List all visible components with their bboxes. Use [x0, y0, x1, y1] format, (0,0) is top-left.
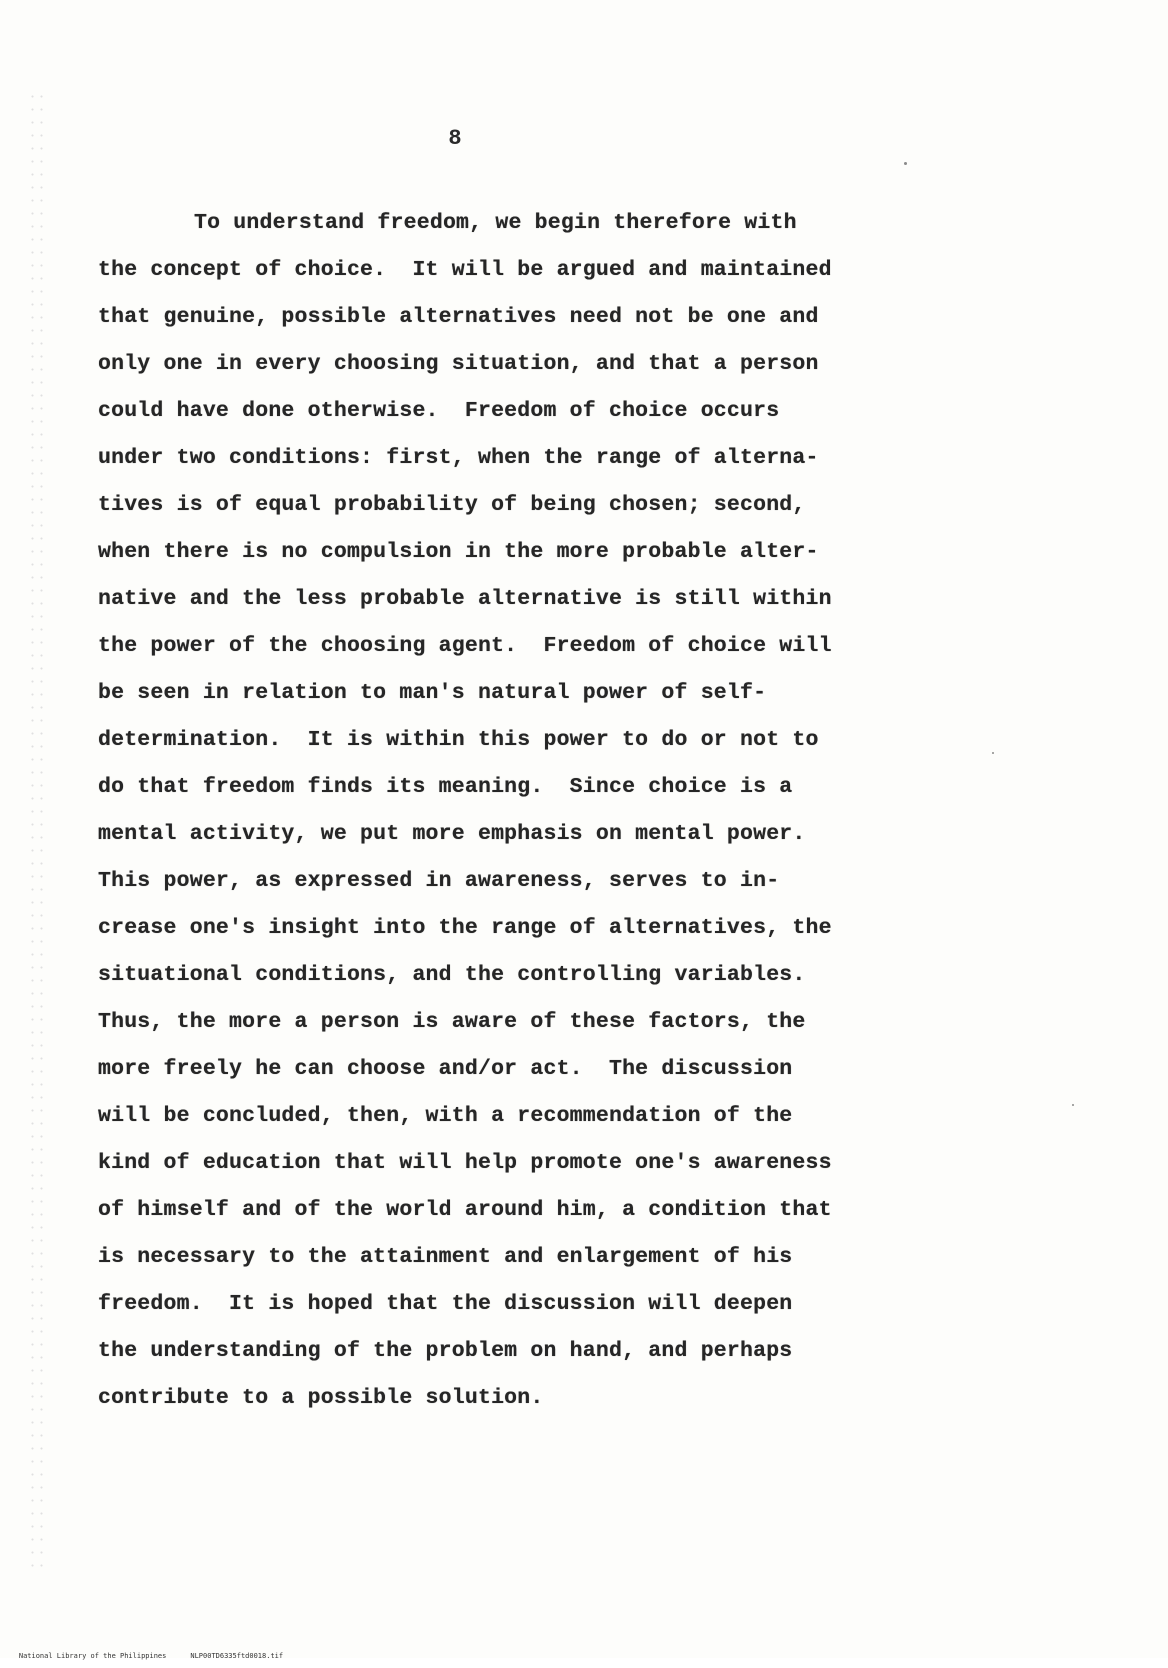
text-line: the concept of choice. It will be argued and maintained — [98, 258, 832, 282]
text-line: of himself and of the world around him, a condition that — [98, 1198, 832, 1222]
text-line: do that freedom finds its meaning. Since choice is a — [98, 775, 793, 799]
scan-footer — [2, 1644, 283, 1668]
page-number: 8 — [448, 126, 462, 151]
body-paragraph — [98, 200, 938, 1422]
scan-speck — [1072, 1104, 1074, 1106]
text-line: mental activity, we put more emphasis on mental power. — [98, 822, 806, 846]
text-line: only one in every choosing situation, and that a person — [98, 352, 819, 376]
text-line: the understanding of the problem on hand, and perhaps — [98, 1339, 793, 1363]
scan-speck — [992, 752, 994, 754]
text-line: native and the less probable alternative is still within — [98, 587, 832, 611]
text-line: is necessary to the attainment and enlargement of his — [98, 1245, 793, 1269]
scan-speck — [904, 162, 907, 165]
text-line: that genuine, possible alternatives need not be one and — [98, 305, 819, 329]
text-line: kind of education that will help promote one's awareness — [98, 1151, 832, 1175]
text-line: To understand freedom, we begin therefore with — [194, 211, 797, 235]
text-line: tives is of equal probability of being chosen; second, — [98, 493, 806, 517]
text-line: freedom. It is hoped that the discussion will deepen — [98, 1292, 793, 1316]
text-line: will be concluded, then, with a recommendation of the — [98, 1104, 793, 1128]
text-line: This power, as expressed in awareness, serves to in- — [98, 869, 780, 893]
text-line: more freely he can choose and/or act. The discussion — [98, 1057, 793, 1081]
text-line: situational conditions, and the controlling variables. — [98, 963, 806, 987]
text-line: when there is no compulsion in the more probable alter- — [98, 540, 819, 564]
text-line: be seen in relation to man's natural power of self- — [98, 681, 767, 705]
footer-file: NLP00TD6335ftd0018.tif — [190, 1652, 284, 1660]
text-line: the power of the choosing agent. Freedom of choice will — [98, 634, 832, 658]
text-line: determination. It is within this power to do or not to — [98, 728, 819, 752]
scan-margin-noise — [28, 90, 44, 1570]
text-line: Thus, the more a person is aware of these factors, the — [98, 1010, 806, 1034]
text-line: could have done otherwise. Freedom of choice occurs — [98, 399, 780, 423]
text-line: under two conditions: first, when the range of alterna- — [98, 446, 819, 470]
footer-library: National Library of the Philippines — [18, 1652, 167, 1660]
text-line: crease one's insight into the range of alternatives, the — [98, 916, 832, 940]
text-line: contribute to a possible solution. — [98, 1386, 544, 1410]
